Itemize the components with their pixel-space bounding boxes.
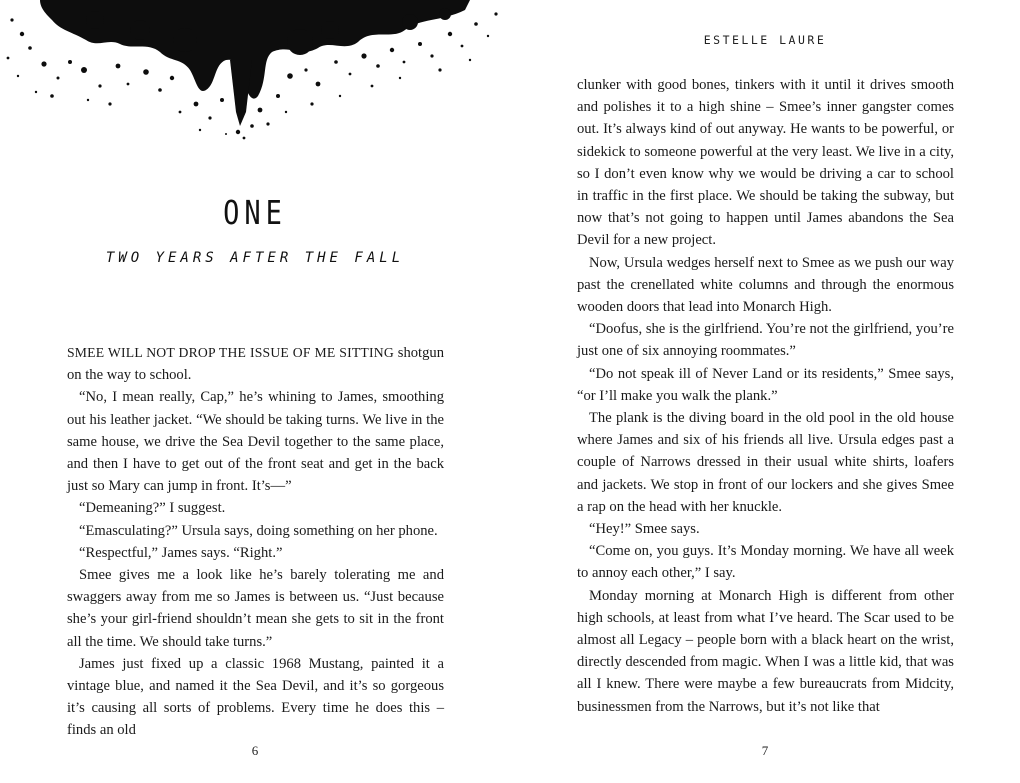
left-body-text — [67, 342, 444, 742]
paragraph: Smee gives me a look like he’s barely tolerating me and swaggers away from me so James is between us. “Just because she’s your girl-friend shouldn’t mean she gets to sit in the front all the time. We should take turns.” — [67, 567, 444, 650]
paragraph: Now, Ursula wedges herself next to Smee as we push our way past the crenellated white columns and through the enormous wooden doors that lead into Monarch High. — [577, 254, 954, 316]
page-number-right: 7 — [761, 743, 769, 758]
right-body-text — [577, 74, 954, 718]
chapter-subtitle: TWO YEARS AFTER THE FALL — [105, 250, 405, 266]
paragraph: “Emasculating?” Ursula says, doing something on her phone. — [79, 522, 438, 539]
paragraph: “Demeaning?” I suggest. — [79, 500, 226, 517]
paragraph: Monday morning at Monarch High is different from other high schools, at least from what I’ve heard. The Scar used to be almost all Legacy – people born with a black heart on the wrist, directly descended from magic. When I was a little kid, that was all I knew. There were maybe a few bureaucrats from Midcity, businessmen from the Narrows, but it’s not like that — [577, 587, 954, 715]
paragraph: “Come on, you guys. It’s Monday morning. We have all week to annoy each other,” I say. — [577, 543, 954, 582]
right-page — [510, 0, 1020, 783]
ink-splatter-illustration — [0, 0, 510, 140]
paragraph: “Doofus, she is the girlfriend. You’re not the girlfriend, you’re just one of six annoying roommates.” — [577, 321, 954, 360]
running-head-author: ESTELLE LAURE — [703, 33, 827, 47]
opening-paragraph — [67, 342, 444, 386]
paragraph: “Do not speak ill of Never Land or its residents,” Smee says, “or I’ll make you walk the plank.” — [577, 365, 954, 404]
paragraph: “Respectful,” James says. “Right.” — [79, 544, 283, 561]
paragraph: “No, I mean really, Cap,” he’s whining to James, smoothing out his leather jacket. “We should be taking turns. We live in the same house, we drive the Sea Devil together to the same place, and then I have to get out of the front seat and get in the back just so Mary can jump in front. It’s—” — [67, 389, 444, 495]
paragraph: James just fixed up a classic 1968 Mustang, painted it a vintage blue, and named it the Sea Devil, and it’s so gorgeous it’s causing all sorts of problems. Every time he does this – finds an old — [67, 655, 444, 739]
page-number-left: 6 — [251, 743, 259, 758]
chapter-title: ONE — [223, 193, 287, 232]
continued-paragraph: clunker with good bones, tinkers with it until it drives smooth and polishes it to a high shine – Smee’s inner gangster comes out. It’s always kind of out anyway. He wants to be powerful, or sidekick to someone powerful at the very least. We live in a city, so I don’t even know why we would be driving a car to school in traffic in the first place. We should be taking the subway, but now that’s not going to happen until James abandons the Sea Devil for a new project. — [577, 77, 954, 249]
opening-rest: shotgun on the way to school. — [67, 345, 444, 384]
paragraph: The plank is the diving board in the old pool in the old house where James and six of his friends all live. Ursula edges past a couple of Narrows dressed in their usual white shirts, loafers and jackets. We stop in front of our lockers and she gives Smee a rap on the head with her knuckle. — [577, 410, 954, 515]
paragraph: “Hey!” Smee says. — [589, 521, 700, 538]
opening-small-caps: SMEE WILL NOT DROP THE ISSUE OF ME SITTING — [67, 345, 394, 360]
